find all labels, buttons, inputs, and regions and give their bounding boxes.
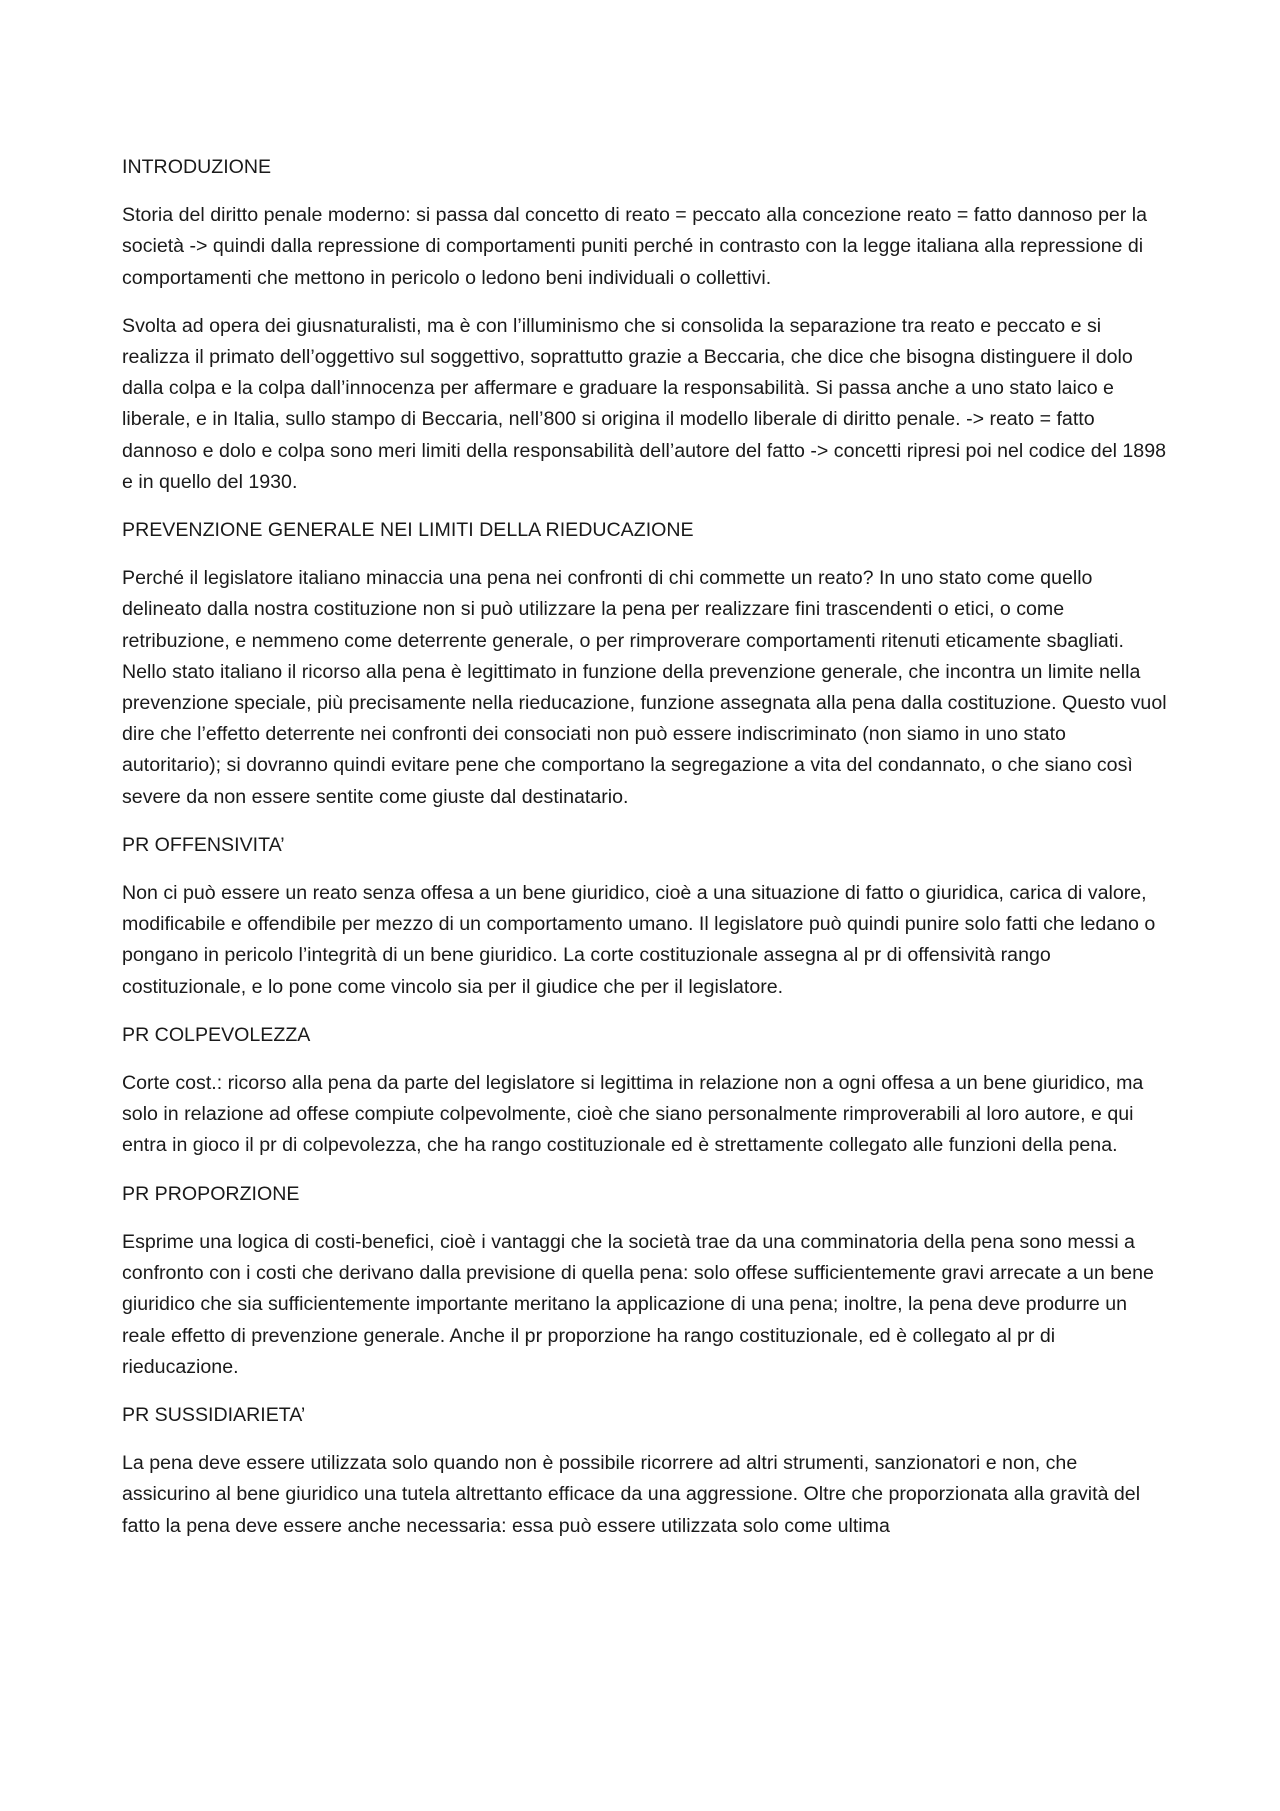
paragraph: Perché il legislatore italiano minaccia una pena nei confronti di chi commette un reato? In uno stato come quello delineato dalla nostra costituzione non si può utilizzare la pena per realizzare fini trascendenti o etici, o come retribuzione, e nemmeno come deterrente generale, o per rimproverare comportamenti ritenuti eticamente sbagliati. Nello stato italiano il ricorso alla pena è legittimato in funzione della prevenzione generale, che incontra un limite nella prevenzione speciale, più precisamente nella rieducazione, funzione assegnata alla pena dalla costituzione. Questo vuol dire che l’effetto deterrente nei confronti dei consociati non può essere indiscriminato (non siamo in uno stato autoritario); si dovranno quindi evitare pene che comportano la segregazione a vita del condannato, o che siano così severe da non essere sentite come giuste dal destinatario. xyxy=(122,567,1167,808)
section-heading-colpevolezza: PR COLPEVOLEZZA xyxy=(122,1023,311,1046)
section-heading-prevenzione-generale: PREVENZIONE GENERALE NEI LIMITI DELLA RIEDUCAZIONE xyxy=(122,519,694,542)
paragraph: La pena deve essere utilizzata solo quando non è possibile ricorrere ad altri strumenti, sanzionatori e non, che assicurino al bene giuridico una tutela altrettanto efficace da una aggressione. Oltre che proporzionata alla gravità del fatto la pena deve essere anche necessaria: essa può essere utilizzata solo come ultima xyxy=(122,1452,1141,1537)
paragraph: Non ci può essere un reato senza offesa a un bene giuridico, cioè a una situazione di fatto o giuridica, carica di valore, modificabile e offendibile per mezzo di un comportamento umano. Il legislatore può quindi punire solo fatti che ledano o pongano in pericolo l’integrità di un bene giuridico. La corte costituzionale assegna al pr di offensività rango costituzionale, e lo pone come vincolo sia per il giudice che per il legislatore. xyxy=(122,882,1156,998)
document-body xyxy=(122,152,1168,1559)
paragraph: Svolta ad opera dei giusnaturalisti, ma è con l’illuminismo che si consolida la separazione tra reato e peccato e si realizza il primato dell’oggettivo sul soggettivo, soprattutto grazie a Beccaria, che dice che bisogna distinguere il dolo dalla colpa e la colpa dall’innocenza per affermare e graduare la responsabilità. Si passa anche a uno stato laico e liberale, e in Italia, sullo stampo di Beccaria, nell’800 si origina il modello liberale di diritto penale. -> reato = fatto dannoso e dolo e colpa sono meri limiti della responsabilità dell’autore del fatto -> concetti ripresi poi nel codice del 1898 e in quello del 1930. xyxy=(122,314,1166,493)
paragraph: Corte cost.: ricorso alla pena da parte del legislatore si legittima in relazione non a ogni offesa a un bene giuridico, ma solo in relazione ad offese compiute colpevolmente, cioè che siano personalmente rimproverabili al loro autore, e qui entra in gioco il pr di colpevolezza, che ha rango costituzionale ed è strettamente collegato alle funzioni della pena. xyxy=(122,1072,1144,1157)
section-heading-proporzione: PR PROPORZIONE xyxy=(122,1182,300,1205)
section-heading-sussidiarieta: PR SUSSIDIARIETA’ xyxy=(122,1403,306,1426)
paragraph: Storia del diritto penale moderno: si passa dal concetto di reato = peccato alla concezione reato = fatto dannoso per la società -> quindi dalla repressione di comportamenti puniti perché in contrasto con la legge italiana alla repressione di comportamenti che mettono in pericolo o ledono beni individuali o collettivi. xyxy=(122,204,1147,289)
section-heading-introduzione: INTRODUZIONE xyxy=(122,156,272,178)
paragraph: Esprime una logica di costi-benefici, cioè i vantaggi che la società trae da una comminatoria della pena sono messi a confronto con i costi che derivano dalla previsione di quella pena: solo offese sufficientemente gravi arrecate a un bene giuridico che sia sufficientemente importante meritano la applicazione di una pena; inoltre, la pena deve produrre un reale effetto di prevenzione generale. Anche il pr proporzione ha rango costituzionale, ed è collegato al pr di rieducazione. xyxy=(122,1230,1154,1378)
section-heading-offensivita: PR OFFENSIVITA’ xyxy=(122,833,285,856)
